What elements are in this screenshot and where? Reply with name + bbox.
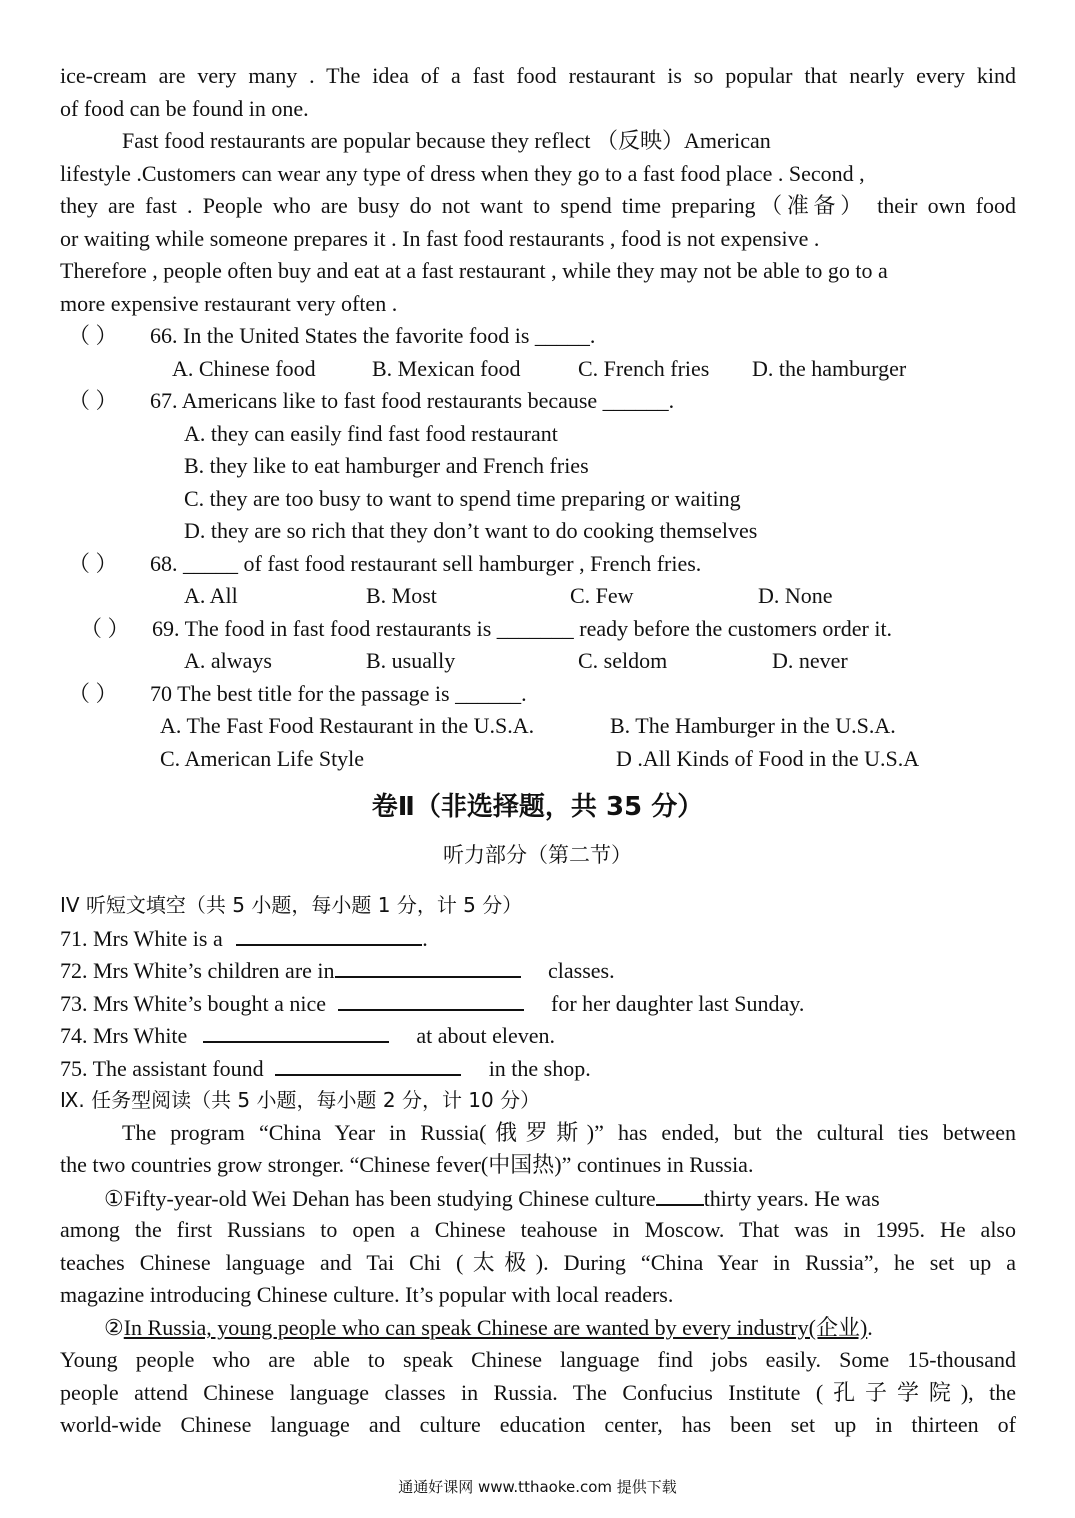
reading-line: magazine introducing Chinese culture. It’s popular with local readers. [60,1282,674,1307]
reading-text: thirty years. He was [703,1186,880,1211]
passage-line: Fast food restaurants are popular because they reflect （反映）American [122,128,771,153]
answer-blank[interactable] [203,1019,389,1043]
option-b: B. The Hamburger in the U.S.A. [610,713,896,738]
option-a: A. Chinese food [172,356,316,381]
option-b: B. Mexican food [372,356,521,381]
question-text: at about eleven. [416,1023,555,1048]
question-text: 71. Mrs White is a [60,926,223,951]
question-69 [80,613,892,645]
passage-line: Therefore , people often buy and eat at a fast restaurant , while they may not be able to go to a [60,258,888,283]
question-text: 66. In the United States the favorite food is _____. [150,323,596,348]
answer-bracket[interactable]: （ ） [68,681,118,706]
underlined-sentence: In Russia, young people who can speak Chinese are wanted by every industry(企业) [123,1315,868,1340]
page-footer: 通通好课网 www.tthaoke.com 提供下载 [398,1478,677,1496]
option-a: A. they can easily find fast food restaurant [184,421,558,446]
question-67 [68,385,674,417]
reading-line: the two countries grow stronger. “Chinese fever(中国热)” continues in Russia. [60,1152,754,1177]
passage-line: of food can be found in one. [60,96,309,121]
passage-line: they are fast . People who are busy do not want to spend time preparing（准备） their own food [60,193,1016,218]
task-reading-heading: Ⅸ. 任务型阅读（共 5 小题，每小题 2 分，计 10 分） [60,1088,541,1112]
option-d: D. never [772,648,848,673]
passage-line: or waiting while someone prepares it . In fast food restaurants , food is not expensive . [60,226,820,251]
option-c: C. Few [570,583,634,608]
question-text: 73. Mrs White’s bought a nice [60,991,326,1016]
answer-blank[interactable] [275,1052,461,1076]
reading-line: people attend Chinese language classes in Russia. The Confucius Institute (孔子学院), the [60,1380,1016,1405]
reading-line: world-wide Chinese language and culture education center, has been set up in thirteen of [60,1412,1016,1437]
question-text: 69. The food in fast food restaurants is _______ ready before the customers order it. [152,616,893,641]
option-a: A. always [184,648,272,673]
answer-bracket[interactable]: （ ） [80,616,130,641]
answer-blank[interactable] [338,987,524,1011]
question-text: 70 The best title for the passage is ______. [150,681,527,706]
question-text: for her daughter last Sunday. [551,991,805,1016]
question-text: in the shop. [488,1056,591,1081]
option-c: C. they are too busy to want to spend time preparing or waiting [184,486,741,511]
reading-text: . [867,1315,873,1340]
reading-line: teaches Chinese language and Tai Chi (太极). During “China Year in Russia”, he set up a [60,1250,1016,1275]
question-70 [68,678,527,710]
passage-line: lifestyle .Customers can wear any type of dress when they go to a fast food place . Second , [60,161,865,186]
option-c: C. French fries [578,356,710,381]
option-d: D. the hamburger [752,356,907,381]
question-text: . [422,926,428,951]
question-text: 67. Americans like to fast food restaurants because ______. [150,388,675,413]
option-c: C. American Life Style [160,746,365,771]
option-c: C. seldom [578,648,668,673]
option-d: D. they are so rich that they don’t want to do cooking themselves [184,518,758,543]
reading-line: Young people who are able to speak Chinese language find jobs easily. Some 15-thousand [60,1347,1016,1372]
question-73 [60,987,804,1020]
answer-blank[interactable] [335,954,521,978]
answer-bracket[interactable]: （ ） [68,551,118,576]
option-a: A. The Fast Food Restaurant in the U.S.A. [160,713,535,738]
reading-line: among the first Russians to open a Chinese teahouse in Moscow. That was in 1995. He also [60,1217,1016,1242]
question-71 [60,922,428,955]
question-75 [60,1052,591,1085]
passage-line: more expensive restaurant very often . [60,291,398,316]
option-d: D. None [758,583,833,608]
question-text: classes. [548,958,615,983]
question-text: 74. Mrs White [60,1023,188,1048]
question-66 [68,320,595,352]
option-a: A. All [184,583,238,608]
question-text: 72. Mrs White’s children are in [60,958,335,983]
reading-line: The program “China Year in Russia(俄罗斯)” has ended, but the cultural ties between [122,1120,1016,1145]
option-d: D .All Kinds of Food in the U.S.A [616,746,920,771]
option-b: B. usually [366,648,456,673]
option-b: B. Most [366,583,437,608]
question-72 [60,954,615,987]
question-text: 68. _____ of fast food restaurant sell hamburger , French fries. [150,551,702,576]
reading-line [104,1182,1016,1215]
section-title: 卷Ⅱ（非选择题，共 35 分） [371,792,704,822]
answer-blank[interactable] [656,1182,704,1206]
question-text: 75. The assistant found [60,1056,264,1081]
passage-line: ice-cream are very many . The idea of a fast food restaurant is so popular that nearly every kind [60,63,1016,88]
reading-text: ①Fifty-year-old Wei Dehan has been studying Chinese culture [104,1186,656,1211]
question-74 [60,1019,555,1052]
reading-text: ② [104,1315,124,1340]
reading-line [104,1312,873,1344]
option-b: B. they like to eat hamburger and French fries [184,453,589,478]
section-subtitle: 听力部分（第二节） [443,843,632,867]
listening-heading: IV 听短文填空（共 5 小题，每小题 1 分，计 5 分） [60,893,523,917]
answer-blank[interactable] [236,922,422,946]
answer-bracket[interactable]: （ ） [68,388,118,413]
question-68 [68,548,701,580]
answer-bracket[interactable]: （ ） [68,323,118,348]
